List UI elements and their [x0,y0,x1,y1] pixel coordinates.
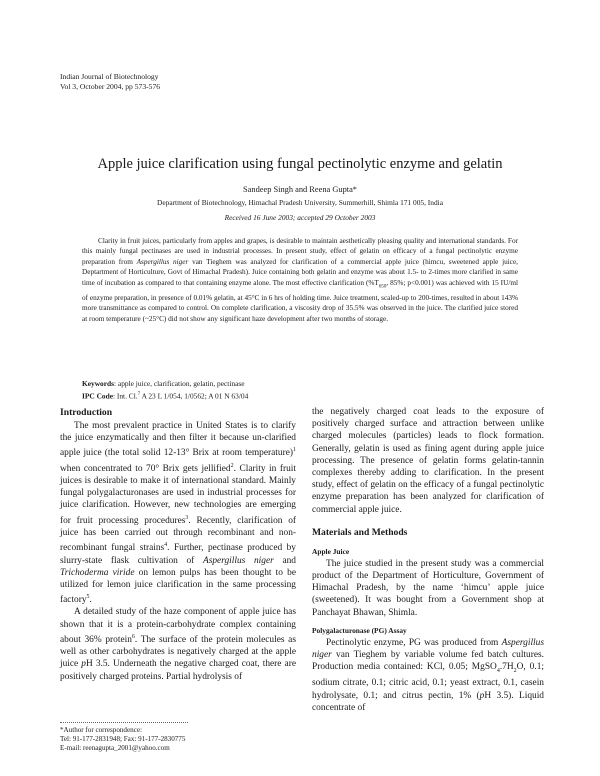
footnote-line: *Author for correspondence: [60,726,142,734]
keywords-block [82,378,518,401]
journal-volume: Vol 3, October 2004, pp 573-576 [60,82,161,91]
ph-symbol: p [479,690,485,701]
keywords-line [82,378,518,389]
text-run: . The surface of the protein molecules as well as other carbohydrates is negatively charged at the apple juice [60,635,296,670]
intro-paragraph-3: the negatively charged coat leads to the exposure of positively charged surface and attraction between unlike charged molecules (particles) leads to flock formation. Generally, gelatin is used as fining agent during apple juice processing. The presence of gelatin forms gelatin-tannin complexes thereby adding to clarification. In the present study, effect of gelatin on the efficacy of a fungal pectinolytic enzyme preparation has been analyzed for clarification of commercial apple juice. [312,407,544,515]
ph-symbol: p [81,659,86,670]
journal-name: Indian Journal of Biotechnology [60,72,159,81]
text-run: O, 0.1; sodium citrate, 0.1; citric acid, 0.1; yeast extract, 0.1, casein hydrolysate, 0.1; and citrus pectin, 1% ( [312,662,545,701]
text-run: van Tieghem by variable volume fed batch cultures. Production media contained: KCl, 0.05; MgSO [312,650,544,673]
abstract-part: van Tieghem was analyzed for clarification of a commercial apple juice (himcu, sweetened apple juice, Deptartment of Horticulture, Govt of Himachal Pradesh). Juice containing both gelatin and enzyme was about 1.5- to 2-times more clarified in same time of incubation as compared to that containing enzyme alone. The most effective clarification (%T [82,257,518,287]
text-run: H 3.5. Underneath the negative charged coat, there are positively charged proteins. Partial hydrolysis of [60,659,296,682]
paper-title: Apple juice clarification using fungal pectinolytic enzyme and gelatin [97,156,503,172]
ipc-label: IPC Code [82,391,113,401]
left-column [60,406,296,683]
abstract-organism: Aspergillus niger [136,257,189,266]
text-run: . [89,595,92,606]
right-column [312,406,544,714]
ipc-text: : Int. Cl. [113,391,138,401]
text-run: and [273,555,296,566]
citation-ref: 3 [185,514,189,521]
text-run: The most prevalent practice in United States is to clarify the juice enzymatically and then filter it because un-clarified apple juice (the total solid 12-13° Brix at room temperature) [60,421,296,459]
intro-heading: Introduction [60,407,113,418]
received-dates: Received 16 June 2003; accepted 29 October 2003 [224,213,376,222]
citation-ref: 1 [293,447,296,454]
text-run: . Recently, clarification of juice has been carried out through recombinant and non-recombinant fungal strains [60,515,297,554]
species-name: Aspergillus niger [202,555,274,566]
citation-ref: 5 [86,594,90,601]
intro-paragraph-1 [60,420,296,606]
ipc-text: A 23 L 1/054, 1/0562; A 01 N 63/04 [140,391,249,401]
intro-paragraph-2 [60,606,296,682]
ipc-line [82,389,518,401]
citation-ref: 2 [230,462,234,469]
abstract [82,236,518,324]
text-run: when concentrated to 70° Brix gets jellified [60,463,231,474]
ipc-sup: 7 [137,392,141,397]
keywords-label: Keywords [82,379,115,388]
text-run: on lemon pulps has been thought to be utilized for lemon juice clarification in the same processing factory [60,567,296,606]
pg-assay-paragraph [312,637,544,714]
journal-header [60,72,160,92]
keywords-text: : apple juice, clarification, gelatin, pectinase [114,379,245,388]
species-name: Aspergillus niger [312,637,544,661]
footnote-rule [60,722,188,723]
species-name: Trichoderma viride [60,567,135,578]
apple-juice-paragraph: The juice studied in the present study was a commercial product of the Department of Horticulture, Government of Himachal Pradesh, by the name ‘himcu’ apple juice (sweetened). It was bought from a Government shop at Panchayat Bhawan, Shimla. [312,558,544,618]
footnote-line: E-mail: reenagupta_2001@yahoo.com [60,744,170,753]
affiliation: Department of Biotechnology, Himachal Pradesh University, Summerhill, Shimla 171 005, India [157,198,443,207]
text-run: .7H [499,662,514,673]
authors: Sandeep Singh and Reena Gupta* [243,185,357,194]
text-run: . Clarity in fruit juices is desirable to make it of international standard. Mainly fungal polygalacturonases are used in industrial processes for juice clarification. However, new technologies are emerging for fruit processing procedures [60,463,296,526]
pg-assay-subheading: Polygalacturonase (PG) Assay [312,625,407,635]
citation-ref: 4 [164,542,168,549]
methods-heading: Materials and Methods [312,526,408,538]
text-run: A detailed study of the haze component of apple juice has shown that it is a protein-carbohydrate complex containing about 36% protein [60,607,296,645]
subscript: 2 [513,668,517,675]
subscript: 4 [496,668,500,675]
abstract-part: Clarity in fruit juices, particularly from apples and grapes, is desirable to maintain aesthetically pleasing quality and international standards. For this mainly fungal pectinases are used in industrial processes. In present study, effect of gelatin on efficacy of a fungal pectinolytic enzyme preparation from [82,237,518,266]
text-run: Pectinolytic enzyme, PG was produced from [326,637,502,648]
footnote [60,726,296,754]
citation-ref: 6 [131,633,135,640]
abstract-part: , 85%; p<0.001) was achieved with 15 IU/ml of enzyme preparation, in presence of 0.01% gelatin, at 45°C in 6 hrs of holding time. Juice treatment, scaled-up to 200-times, resulted in about 143% more transmittance as compared to control. On complete clarification, a viscosity drop of 35.5% was observed in the juice. The clarified juice stored at room temperature (~25°C) did not show any significant haze development after two months of storage. [82,278,518,323]
abstract-subscript: 650 [378,284,387,290]
footnote-line: Tel: 91-177-2831948; Fax: 91-177-2830775 [60,735,186,744]
apple-juice-subheading: Apple Juice [312,546,350,556]
text-run: H 3.5). Liquid concentrate of [312,690,544,713]
text-run: . Further, pectinase produced by slurry-state flask cultivation of [60,543,296,566]
